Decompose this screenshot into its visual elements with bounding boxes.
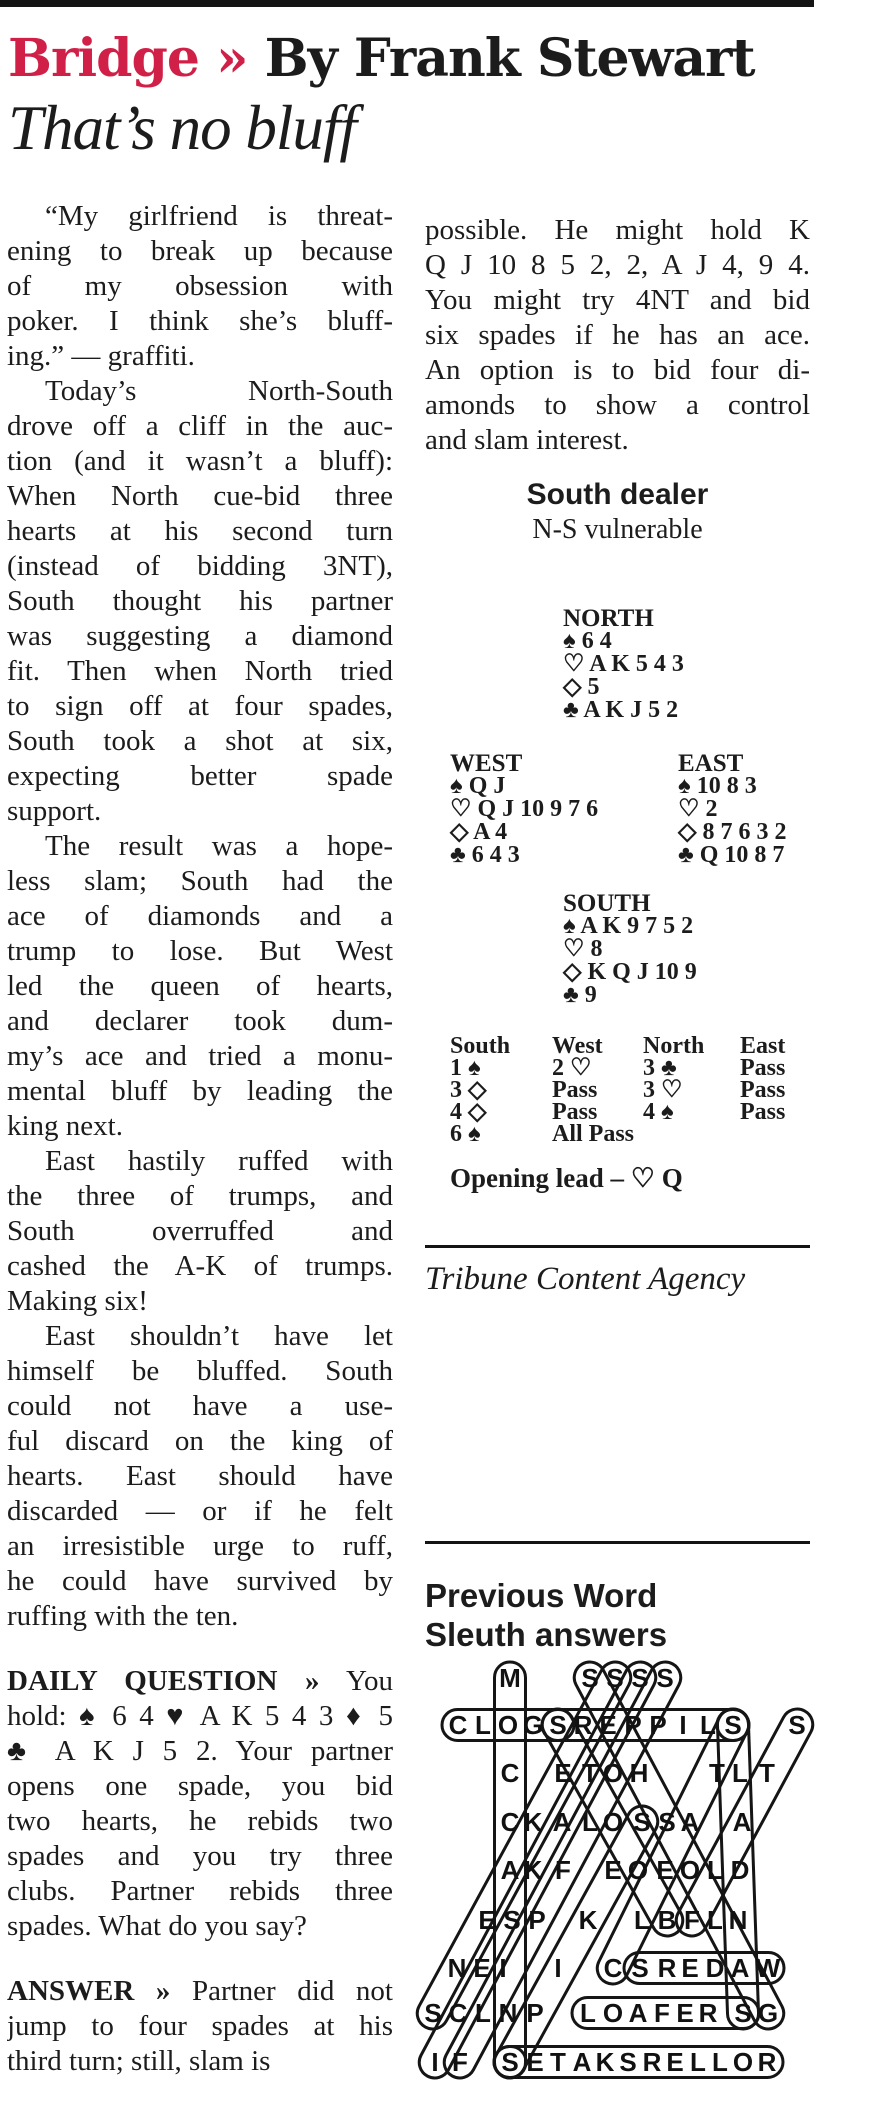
grid-letter: O — [497, 1710, 519, 1740]
grid-letter: A — [552, 1807, 572, 1837]
text-line: Today’s North-South — [45, 375, 393, 407]
grid-letter: F — [654, 1998, 670, 2028]
grid-letter: N — [498, 1998, 518, 2028]
grid-letter: R — [757, 2047, 777, 2077]
hand-north — [563, 607, 684, 722]
grid-letter: I — [499, 1953, 507, 1983]
text-line: was suggesting a diamond — [7, 620, 393, 652]
paragraph — [7, 199, 393, 374]
grid-letter: S — [606, 1663, 624, 1693]
word-sleuth-grid — [405, 1638, 820, 2108]
grid-letter: P — [624, 1710, 642, 1740]
divider-rule-bottom — [425, 1541, 810, 1544]
grid-letter: K — [523, 1855, 543, 1885]
grid-letter: E — [554, 1758, 572, 1788]
text-line: and declarer took dum- — [7, 1005, 393, 1037]
grid-letter: E — [681, 1953, 699, 1983]
bid-cell — [740, 1123, 820, 1145]
suit-holding: ◇ A 4 — [450, 819, 508, 845]
text-line: spades. What do you say? — [7, 1910, 307, 1942]
grid-letter: C — [448, 1998, 468, 2028]
grid-letter: H — [629, 1758, 649, 1788]
bid-cell: Pass — [552, 1099, 598, 1125]
grid-letter: S — [619, 2047, 637, 2077]
text-line: two hearts, he rebids two — [7, 1805, 393, 1837]
hand-south — [563, 892, 697, 1007]
vulnerability-line: N-S vulnerable — [532, 514, 703, 545]
text-line: South overruffed and — [7, 1215, 393, 1247]
text-line: to sign off at four spades, — [7, 690, 393, 722]
answer-loop-cleats — [592, 1704, 754, 1989]
bid-cell: 3 ♡ — [643, 1077, 683, 1103]
text-line: my’s ace and tried a monu- — [7, 1040, 393, 1072]
paragraph — [7, 1974, 393, 2079]
text-line: South thought his partner — [7, 585, 393, 617]
grid-letter: L — [580, 1998, 596, 2028]
text-line: king next. — [7, 1110, 123, 1142]
grid-letter: G — [757, 1998, 779, 2028]
grid-letter: A — [500, 1855, 520, 1885]
divider-rule-top — [425, 1245, 810, 1248]
grid-letter: F — [684, 1905, 700, 1935]
suit-holding: ◇ 8 7 6 3 2 — [678, 819, 787, 845]
article-column-right — [425, 213, 810, 458]
grid-letter: P — [528, 1905, 546, 1935]
grid-letter: A — [572, 2047, 592, 2077]
text-line: ening to break up because — [7, 235, 393, 267]
grid-letter: B — [657, 1905, 677, 1935]
grid-letter: S — [724, 1710, 742, 1740]
grid-letter: O — [627, 1855, 649, 1885]
text-line: an irresistible urge to ruff, — [7, 1530, 393, 1562]
text-line: support. — [7, 795, 102, 827]
grid-letter: O — [602, 1758, 624, 1788]
grid-letter: L — [475, 1998, 491, 2028]
suit-holding: ♣ Q 10 8 7 — [678, 842, 785, 868]
grid-letter: A — [680, 1807, 700, 1837]
bid-cell: 4 ◇ — [450, 1099, 487, 1125]
grid-letter: T — [550, 2047, 566, 2077]
bid-cell: 3 ◇ — [450, 1077, 487, 1103]
grid-letter: S — [501, 2047, 519, 2077]
grid-letter: R — [657, 1953, 677, 1983]
suit-holding: ♠ 6 4 — [563, 628, 612, 654]
text-line: ace of diamonds and a — [7, 900, 393, 932]
grid-letter: W — [755, 1953, 781, 1983]
text-line: drove off a cliff in the auc- — [7, 410, 393, 442]
text-line: tion (and it wasn’t a bluff): — [7, 445, 393, 477]
text-line: could not have a use- — [7, 1390, 393, 1422]
text-line: East hastily ruffed with — [45, 1145, 393, 1177]
grid-letter: O — [602, 1807, 624, 1837]
paragraph — [425, 213, 810, 458]
paragraph — [7, 1319, 393, 1634]
grid-letter: F — [452, 2047, 468, 2077]
grid-letter: D — [705, 1953, 725, 1983]
text-line: he could have survived by — [7, 1565, 393, 1597]
grid-letter: G — [522, 1710, 544, 1740]
text-line: The result was a hope- — [45, 830, 393, 862]
bid-cell: 1 ♠ — [450, 1055, 481, 1081]
grid-letter: E — [473, 1953, 491, 1983]
grid-letter: I — [679, 1710, 687, 1740]
grid-letter: L — [582, 1807, 598, 1837]
text-line: hold: ♠ 6 4 ♥ A K 5 4 3 ♦ 5 — [7, 1700, 393, 1732]
text-line: of my obsession with — [7, 270, 393, 302]
opening-lead: Opening lead – ♡ Q — [450, 1163, 683, 1193]
grid-letter: C — [500, 1807, 520, 1837]
suit-holding: ♡ Q J 10 9 7 6 — [450, 796, 599, 822]
grid-letter: T — [759, 1758, 775, 1788]
top-rule — [0, 0, 814, 7]
paragraph — [7, 829, 393, 1144]
grid-letter: R — [642, 2047, 662, 2077]
grid-letter: R — [698, 1998, 718, 2028]
bid-column-header: East — [740, 1033, 786, 1059]
grid-letter: L — [700, 1710, 716, 1740]
hand-east — [678, 752, 786, 867]
text-line: opens one spade, you bid — [7, 1770, 393, 1802]
text-line: You might try 4NT and bid — [425, 284, 810, 316]
dealer-line: South dealer — [526, 478, 709, 511]
grid-letter: S — [631, 1663, 649, 1693]
text-line: himself be bluffed. South — [7, 1355, 393, 1387]
bid-cell: Pass — [552, 1077, 598, 1103]
text-line: ANSWER » Partner did not — [7, 1975, 393, 2007]
grid-letter: L — [634, 1905, 650, 1935]
text-line: spades and you try three — [7, 1840, 393, 1872]
hand-west — [450, 752, 598, 867]
suit-holding: ♣ 9 — [563, 982, 597, 1008]
suit-holding: ♡ A K 5 4 3 — [563, 651, 684, 677]
hand-label-south: SOUTH — [563, 890, 651, 917]
grid-letter: S — [658, 1807, 676, 1837]
grid-letter: S — [549, 1710, 567, 1740]
credit-line: Tribune Content Agency — [425, 1261, 746, 1297]
text-line: jump to four spades at his — [7, 2010, 393, 2042]
hand-label-north: NORTH — [563, 605, 654, 632]
suit-holding: ♡ 2 — [678, 796, 718, 822]
hand-label-east: EAST — [678, 750, 744, 777]
text-line: (instead of bidding 3NT), — [7, 550, 393, 582]
grid-letter: C — [500, 1758, 520, 1788]
bid-cell — [643, 1123, 740, 1145]
grid-letter: L — [707, 1855, 723, 1885]
kicker-brand: Bridge — [8, 28, 199, 89]
grid-letter: S — [656, 1663, 674, 1693]
grid-letter: S — [631, 1953, 649, 1983]
text-line: hearts at his second turn — [7, 515, 393, 547]
grid-letter: I — [431, 2047, 439, 2077]
grid-letter: L — [712, 2047, 728, 2077]
grid-letter: S — [581, 1663, 599, 1693]
sleuth-heading-line1: Previous Word — [425, 1577, 658, 1614]
suit-holding: ♠ A K 9 7 5 2 — [563, 913, 694, 939]
grid-letter: C — [603, 1953, 623, 1983]
bid-cell: Pass — [740, 1099, 786, 1125]
text-line: ing.” — graffiti. — [7, 340, 195, 372]
bid-cell: Pass — [740, 1077, 786, 1103]
hand-label-west: WEST — [450, 750, 523, 777]
bid-column-header: North — [643, 1033, 705, 1059]
grid-letter: S — [633, 1807, 651, 1837]
text-line: and slam interest. — [425, 424, 629, 456]
grid-letter: O — [679, 1855, 701, 1885]
grid-letter: O — [602, 1998, 624, 2028]
grid-letter: E — [526, 2047, 544, 2077]
grid-letter: C — [448, 1710, 468, 1740]
grid-letter: A — [628, 1998, 648, 2028]
grid-letter: L — [475, 1710, 491, 1740]
text-line: the three of trumps, and — [7, 1180, 393, 1212]
text-line: An option is to bid four di- — [425, 354, 810, 386]
answer-loop-spikes — [489, 1801, 664, 2084]
article-title: That’s no bluff — [8, 93, 356, 163]
grid-letter: T — [582, 1758, 598, 1788]
text-line: When North cue-bid three — [7, 480, 393, 512]
grid-letter: S — [503, 1905, 521, 1935]
bid-cell: 4 ♠ — [643, 1099, 674, 1125]
grid-letter: E — [478, 1905, 496, 1935]
grid-letter: A — [730, 1953, 750, 1983]
grid-letter: E — [656, 1855, 674, 1885]
grid-letter: T — [709, 1758, 725, 1788]
grid-letter: K — [595, 2047, 615, 2077]
grid-letter: R — [573, 1710, 593, 1740]
bid-cell: 3 ♣ — [643, 1055, 677, 1081]
text-line: mental bluff by leading the — [7, 1075, 393, 1107]
bid-cell: All Pass — [552, 1121, 635, 1147]
bidding-table — [450, 1035, 820, 1145]
grid-letter: N — [447, 1953, 467, 1983]
text-line: ♣ A K J 5 2. Your partner — [7, 1735, 393, 1767]
grid-letter: E — [604, 1855, 622, 1885]
suit-holding: ◇ K Q J 10 9 — [563, 959, 697, 985]
grid-letter: L — [732, 1758, 748, 1788]
grid-letter: S — [424, 1998, 442, 2028]
suit-holding: ♡ 8 — [563, 936, 603, 962]
text-line: less slam; South had the — [7, 865, 393, 897]
grid-letter: L — [707, 1905, 723, 1935]
grid-letter: P — [526, 1998, 544, 2028]
kicker-byline: By Frank Stewart — [264, 28, 755, 89]
grid-letter: N — [728, 1905, 748, 1935]
text-line: cashed the A-K of trumps. — [7, 1250, 393, 1282]
grid-letter: P — [649, 1710, 667, 1740]
suit-holding: ♣ A K J 5 2 — [563, 697, 679, 723]
text-line: possible. He might hold K — [425, 214, 810, 246]
suit-holding: ◇ 5 — [563, 674, 600, 700]
text-line: six spades if he has an ace. — [425, 319, 810, 351]
grid-letter: K — [523, 1807, 543, 1837]
grid-letter: S — [788, 1710, 806, 1740]
suit-holding: ♠ Q J — [450, 773, 506, 799]
grid-letter: S — [734, 1998, 752, 2028]
paragraph — [7, 374, 393, 829]
grid-letter: E — [599, 1710, 617, 1740]
suit-holding: ♣ 6 4 3 — [450, 842, 520, 868]
bid-cell: Pass — [740, 1055, 786, 1081]
text-line: discarded — or if he felt — [7, 1495, 393, 1527]
text-line: “My girlfriend is threat- — [45, 200, 393, 232]
grid-letter: A — [732, 1807, 752, 1837]
text-line: third turn; still, slam is — [7, 2045, 271, 2077]
text-line: expecting better spade — [7, 760, 393, 792]
kicker-separator-icon: » — [216, 28, 248, 89]
text-line: ful discard on the king of — [7, 1425, 393, 1457]
section-kicker — [8, 28, 754, 89]
text-line: fit. Then when North tried — [7, 655, 393, 687]
text-line: poker. I think she’s bluff- — [7, 305, 393, 337]
article-column-left — [7, 199, 393, 2079]
text-line: led the queen of hearts, — [7, 970, 393, 1002]
bid-cell: 2 ♡ — [552, 1055, 592, 1081]
sleuth-heading-line2: Sleuth answers — [425, 1616, 668, 1653]
text-line: clubs. Partner rebids three — [7, 1875, 393, 1907]
bid-column-header: West — [552, 1033, 603, 1059]
text-line: hearts. East should have — [7, 1460, 393, 1492]
grid-letter: E — [676, 1998, 694, 2028]
grid-letter: L — [690, 2047, 706, 2077]
grid-letter: K — [578, 1905, 598, 1935]
grid-letter: D — [730, 1855, 750, 1885]
grid-letter: I — [554, 1953, 562, 1983]
grid-letter: O — [732, 2047, 754, 2077]
text-line: South took a shot at six, — [7, 725, 393, 757]
text-line: Q J 10 8 5 2, 2, A J 4, 9 4. — [425, 249, 810, 281]
paragraph — [7, 1664, 393, 1944]
suit-holding: ♠ 10 8 3 — [678, 773, 757, 799]
grid-letter: F — [555, 1855, 571, 1885]
grid-letter: E — [666, 2047, 684, 2077]
paragraph — [7, 1144, 393, 1319]
text-line: DAILY QUESTION » You — [7, 1665, 393, 1697]
text-line: Making six! — [7, 1285, 148, 1317]
text-line: amonds to show a control — [425, 389, 810, 421]
text-line: ruffing with the ten. — [7, 1600, 239, 1632]
grid-letter: M — [499, 1663, 521, 1693]
text-line: trump to lose. But West — [7, 935, 393, 967]
bid-cell: 6 ♠ — [450, 1121, 481, 1147]
text-line: East shouldn’t have let — [45, 1320, 393, 1352]
bid-column-header: South — [450, 1033, 511, 1059]
